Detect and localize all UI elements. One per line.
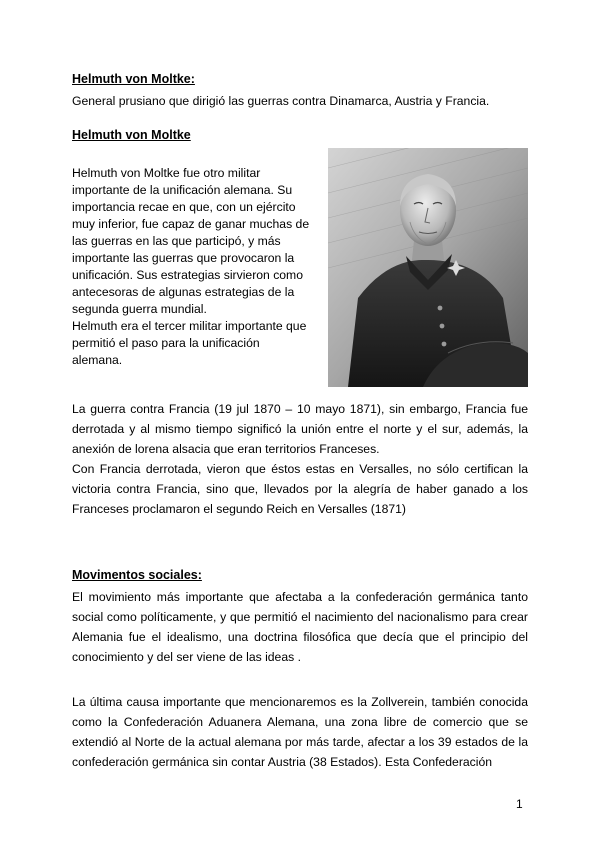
- section-heading-social-movements: Movimentos sociales:: [72, 568, 202, 582]
- social-paragraph-2: [72, 692, 528, 772]
- section-heading-moltke-definition: Helmuth von Moltke:: [72, 72, 195, 86]
- page-number: 1: [516, 797, 523, 811]
- social-paragraph-1-text: El movimiento más importante que afectaba a la confederación germánica tanto social como políticamente, y que permitió el nacimiento del nacionalismo para crear Alemania fue el idealismo, una doctrina filosófica que decía que el principio del conocimiento y del ser viene de las ideas .: [72, 590, 528, 664]
- section-heading-moltke: Helmuth von Moltke: [72, 128, 191, 142]
- war-paragraph-1: La guerra contra Francia (19 jul 1870 – 10 mayo 1871), sin embargo, Francia fue derrotada y al mismo tiempo significó la unión entre el norte y el sur, además, la anexión de lorena alsacia que eran territorios Franceses.: [72, 402, 528, 456]
- moltke-definition-text: General prusiano que dirigió las guerras contra Dinamarca, Austria y Francia.: [72, 94, 490, 108]
- moltke-description: [72, 165, 312, 369]
- moltke-paragraph-2: Helmuth era el tercer militar importante que permitió el paso para la unificación alemana.: [72, 319, 307, 367]
- portrait-engraving-icon: [328, 148, 528, 387]
- war-section: [72, 399, 528, 519]
- moltke-paragraph-1: Helmuth von Moltke fue otro militar importante de la unificación alemana. Su importancia recae en que, con un ejército muy inferior, fue capaz de ganar muchas de las guerras en las que participó, y más importante las guerras que provocaron la unificación. Sus estrategias sirvieron como antecesoras de algunas estrategias de la segunda guerra mundial.: [72, 166, 310, 316]
- social-paragraph-2-text: La última causa importante que mencionaremos es la Zollverein, también conocida como la Confederación Aduanera Alemana, una zona libre de comercio que se extendió al Norte de la actual alemana por más tarde, afectar a los 39 estados de la confederación germánica sin contar Austria (38 Estados). Esta Confederación: [72, 695, 528, 769]
- moltke-portrait-image: [328, 148, 528, 387]
- war-paragraph-2: Con Francia derrotada, vieron que éstos estas en Versalles, no sólo certifican la victoria contra Francia, sino que, llevados por la alegría de haber ganado a los Franceses proclamaron el segundo Reich en Versalles (1871): [72, 462, 528, 516]
- social-paragraph-1: [72, 587, 528, 667]
